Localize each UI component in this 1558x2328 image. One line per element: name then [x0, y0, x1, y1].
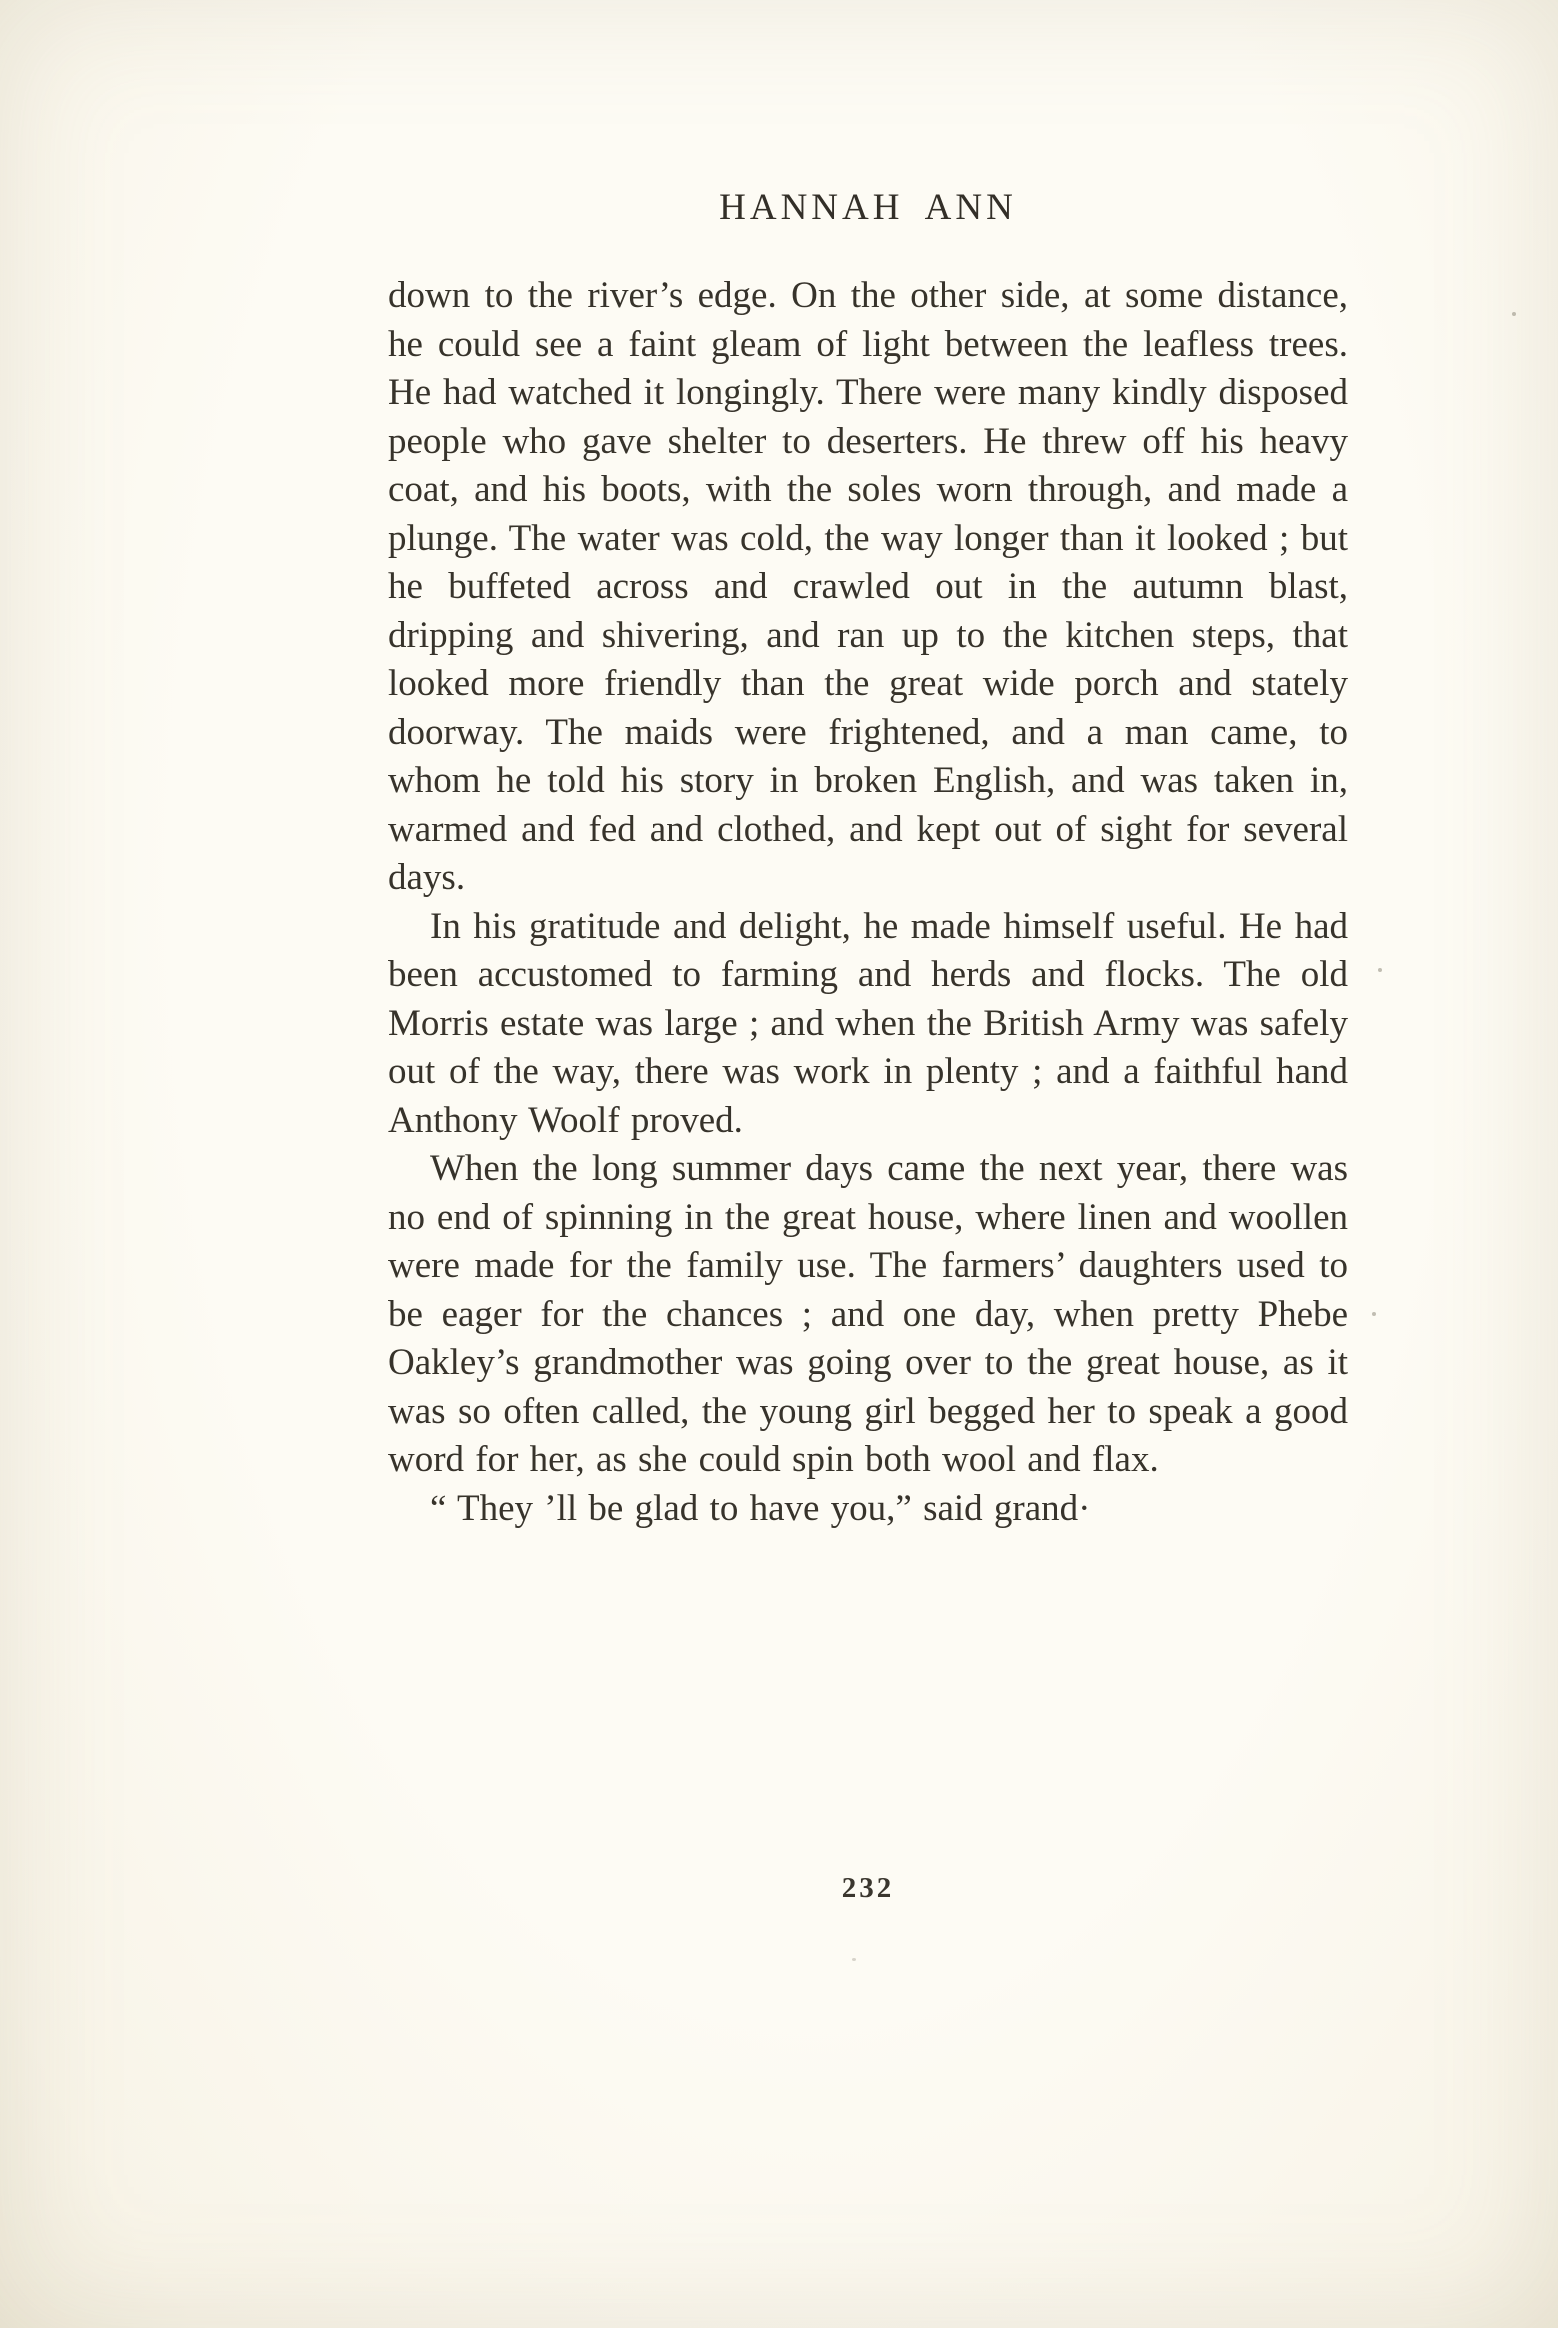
running-header: HANNAH ANN	[719, 187, 1017, 228]
paragraph: When the long summer days came the next year, there was no end of spinning in the great house, where linen and woollen were made for the family use. The farmers’ daughters used to be eager for the chances ; and one day, when pretty Phebe Oakley’s grandmother was going over to the great house, as it was so often called, the young girl begged her to speak a good word for her, as she could spin both wool and flax.	[388, 1148, 1348, 1480]
paragraph: In his gratitude and delight, he made himself useful. He had been accustomed to farming and herds and flocks. The old Morris estate was large ; and when the British Army was safely out of the way, there was work in plenty ; and a faithful hand Anthony Woolf proved.	[388, 905, 1348, 1141]
paragraph: “ They ’ll be glad to have you,” said grand·	[430, 1487, 1091, 1529]
paragraph: down to the river’s edge. On the other side, at some distance, he could see a faint gleam of light between the leafless trees. He had watched it longingly. There were many kindly disposed people who gave shelter to deserters. He threw off his heavy coat, and his boots, with the soles worn through, and made a plunge. The water was cold, the way longer than it looked ; but he buffeted across and crawled out in the autumn blast, dripping and shivering, and ran up to the kitchen steps, that looked more friendly than the great wide porch and stately doorway. The maids were frightened, and a man came, to whom he told his story in broken English, and was taken in, warmed and fed and clothed, and kept out of sight for several days.	[388, 275, 1348, 898]
scan-speck	[1512, 312, 1516, 316]
scan-speck	[1378, 968, 1382, 972]
text-block	[388, 272, 1348, 1533]
page-number: 232	[841, 1872, 895, 1904]
scan-speck	[1372, 1312, 1376, 1316]
scan-speck	[852, 1958, 856, 1961]
